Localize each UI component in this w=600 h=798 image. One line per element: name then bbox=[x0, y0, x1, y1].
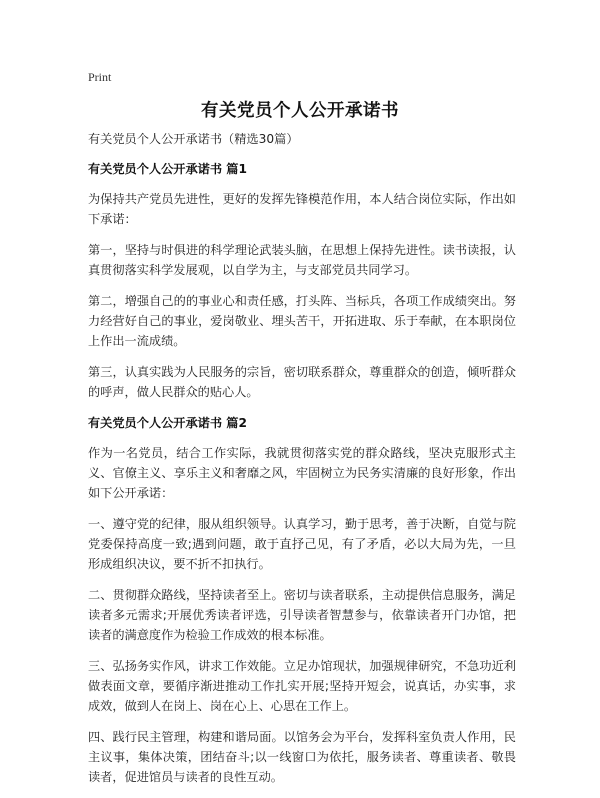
print-link[interactable]: Print bbox=[88, 70, 112, 84]
document-subtitle: 有关党员个人公开承诺书（精选30篇） bbox=[88, 132, 299, 146]
paragraph: 为保持共产党员先进性，更好的发挥先锋模范作用，本人结合岗位实际，作出如下承诺： bbox=[88, 192, 516, 226]
paragraph: 一、遵守党的纪律，服从组织领导。认真学习，勤于思考，善于决断，自觉与院党委保持高度一致;遇到问题，敢于直抒己见，有了矛盾，必以大局为先，一旦形成组织决议，要不折不扣执行。 bbox=[88, 517, 516, 571]
document-title: 有关党员个人公开承诺书 bbox=[201, 101, 399, 121]
paragraph: 三、弘扬务实作风，讲求工作效能。立足办馆现状，加强规律研究，不急功近利做表面文章，要循序渐进推动工作扎实开展;坚持开短会，说真话，办实事，求成效，做到人在岗上、岗在心上、心思在工作上。 bbox=[88, 659, 516, 713]
paragraph: 第一，坚持与时俱进的科学理论武装头脑，在思想上保持先进性。读书读报，认真贯彻落实科学发展观，以自学为主，与支部党员共同学习。 bbox=[88, 243, 516, 277]
paragraph: 第三，认真实践为人民服务的宗旨，密切联系群众，尊重群众的创造，倾听群众的呼声，做人民群众的贴心人。 bbox=[88, 365, 516, 399]
section-heading: 有关党员个人公开承诺书 篇2 bbox=[88, 416, 247, 430]
section-heading: 有关党员个人公开承诺书 篇1 bbox=[88, 162, 247, 176]
paragraph: 四、践行民主管理，构建和谐局面。以馆务会为平台，发挥科室负责人作用，民主议事，集体决策，团结奋斗;以一线窗口为依托，服务读者、尊重读者、敬畏读者，促进馆员与读者的良性互动。 bbox=[88, 730, 516, 784]
document-body bbox=[88, 129, 516, 798]
paragraph: 第二，增强自己的的事业心和责任感，打头阵、当标兵，各项工作成绩突出。努力经营好自己的事业，爱岗敬业、埋头苦干，开拓进取、乐于奉献，在本职岗位上作出一流成绩。 bbox=[88, 294, 516, 348]
paragraph: 作为一名党员，结合工作实际，我就贯彻落实党的群众路线，坚决克服形式主义、官僚主义、享乐主义和奢靡之风，牢固树立为民务实清廉的良好形象，作出如下公开承诺： bbox=[88, 446, 516, 500]
paragraph: 二、贯彻群众路线，坚持读者至上。密切与读者联系，主动提供信息服务，满足读者多元需求;开展优秀读者评选，引导读者智慧参与，依靠读者开门办馆，把读者的满意度作为检验工作成效的根本标准。 bbox=[88, 588, 516, 642]
